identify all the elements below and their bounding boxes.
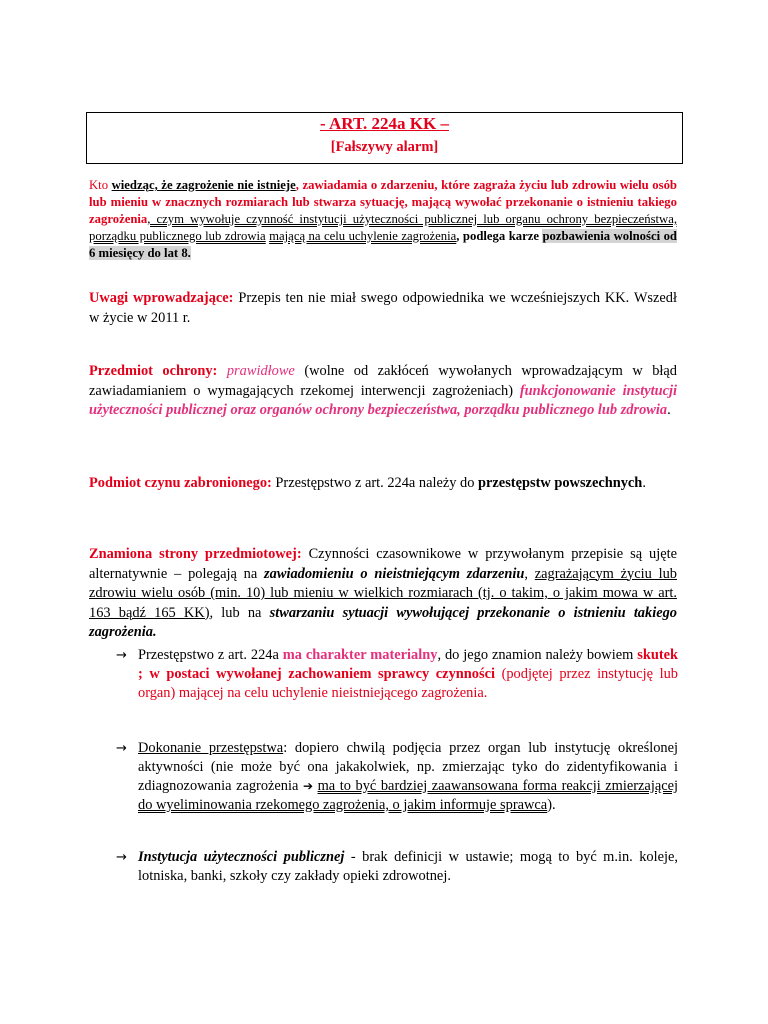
arrow-right-icon: → xyxy=(116,850,127,865)
section-uwagi-label: Uwagi wprowadzające: xyxy=(89,290,234,306)
article-title-box xyxy=(86,112,683,164)
section-podmiot: Podmiot czynu zabronionego: Przestępstwo z art. 224a należy do przestępstw powszechnych. xyxy=(89,475,646,491)
section-przedmiot: Przedmiot ochrony: prawidłowe (wolne od zakłóceń wywołanych wprowadzającym w błąd zawiadamianiem o wymagających rzekomej interwencji zagrożeniach) funkcjonowanie instytucji użyteczności publicznej oraz organów ochrony bezpieczeństwa, porządku publicznego lub zdrowia. xyxy=(89,363,678,418)
arrow-right-icon: → xyxy=(116,741,127,756)
section-znamiona-label: Znamiona strony przedmiotowej: xyxy=(89,546,302,562)
section-podmiot-label: Podmiot czynu zabronionego: xyxy=(89,475,272,491)
article-definition: Kto wiedząc, że zagrożenie nie istnieje, zawiadamia o zdarzeniu, które zagraża życiu lub zdrowiu wielu osób lub mieniu w znacznych rozmiarach lub stwarza sytuację, mającą wywołać przekonanie o istnieniu takiego zagrożenia, czym wywołuje czynność instytucji użyteczności publicznej lub organu ochrony bezpieczeństwa, porządku publicznego lub zdrowia mającą na celu uchylenie zagrożenia, podlega karze pozbawienia wolności od 6 miesięcy do lat 8. xyxy=(89,178,677,260)
bold-arrow-icon: ➔ xyxy=(302,779,314,793)
article-subtitle: [Fałszywy alarm] xyxy=(330,139,439,155)
list-item: → Dokonanie przestępstwa: dopiero chwilą podjęcia przez organ lub instytucję określonej aktywności (nie może być ona jakakolwiek, np. zmierzając tyko do zidentyfikowania i zdiagnozowania zagrożenia ➔ ma to być bardziej zaawansowana forma reakcji zmierzającej do wyeliminowania rzekomego zagrożenia, o jakim informuje sprawca). xyxy=(116,740,678,813)
section-przedmiot-label: Przedmiot ochrony: xyxy=(89,363,218,379)
section-znamiona: Znamiona strony przedmiotowej: Czynności czasownikowe w przywołanym przepisie są ujęte alternatywnie – polegają na zawiadomieniu o nieistniejącym zdarzeniu, zagrażającym życiu lub zdrowiu wielu osób (min. 10) lub mieniu w wielkich rozmiarach (tj. o takim, o jakim mowa w art. 163 bądź 165 KK), lub na stwarzaniu sytuacji wywołującej przekonanie o istnieniu takiego zagrożenia. xyxy=(89,546,677,640)
list-item: → Przestępstwo z art. 224a ma charakter materialny, do jego znamion należy bowiem skutek ; w postaci wywołanej zachowaniem sprawcy czynności (podjętej przez instytucję lub organ) mającej na celu uchylenie nieistniejącego zagrożenia. xyxy=(116,647,679,701)
arrow-right-icon: → xyxy=(116,648,127,663)
list-item: → Instytucja użyteczności publicznej - brak definicji w ustawie; mogą to być m.in. koleje, lotniska, banki, szkoły czy zakłady opieki zdrowotnej. xyxy=(116,849,678,884)
article-title xyxy=(87,114,682,134)
section-uwagi: Uwagi wprowadzające: Przepis ten nie miał swego odpowiednika we wcześniejszych KK. Wszedł w życie w 2011 r. xyxy=(89,290,678,326)
article-title-text: - ART. 224a KK – xyxy=(320,114,449,133)
